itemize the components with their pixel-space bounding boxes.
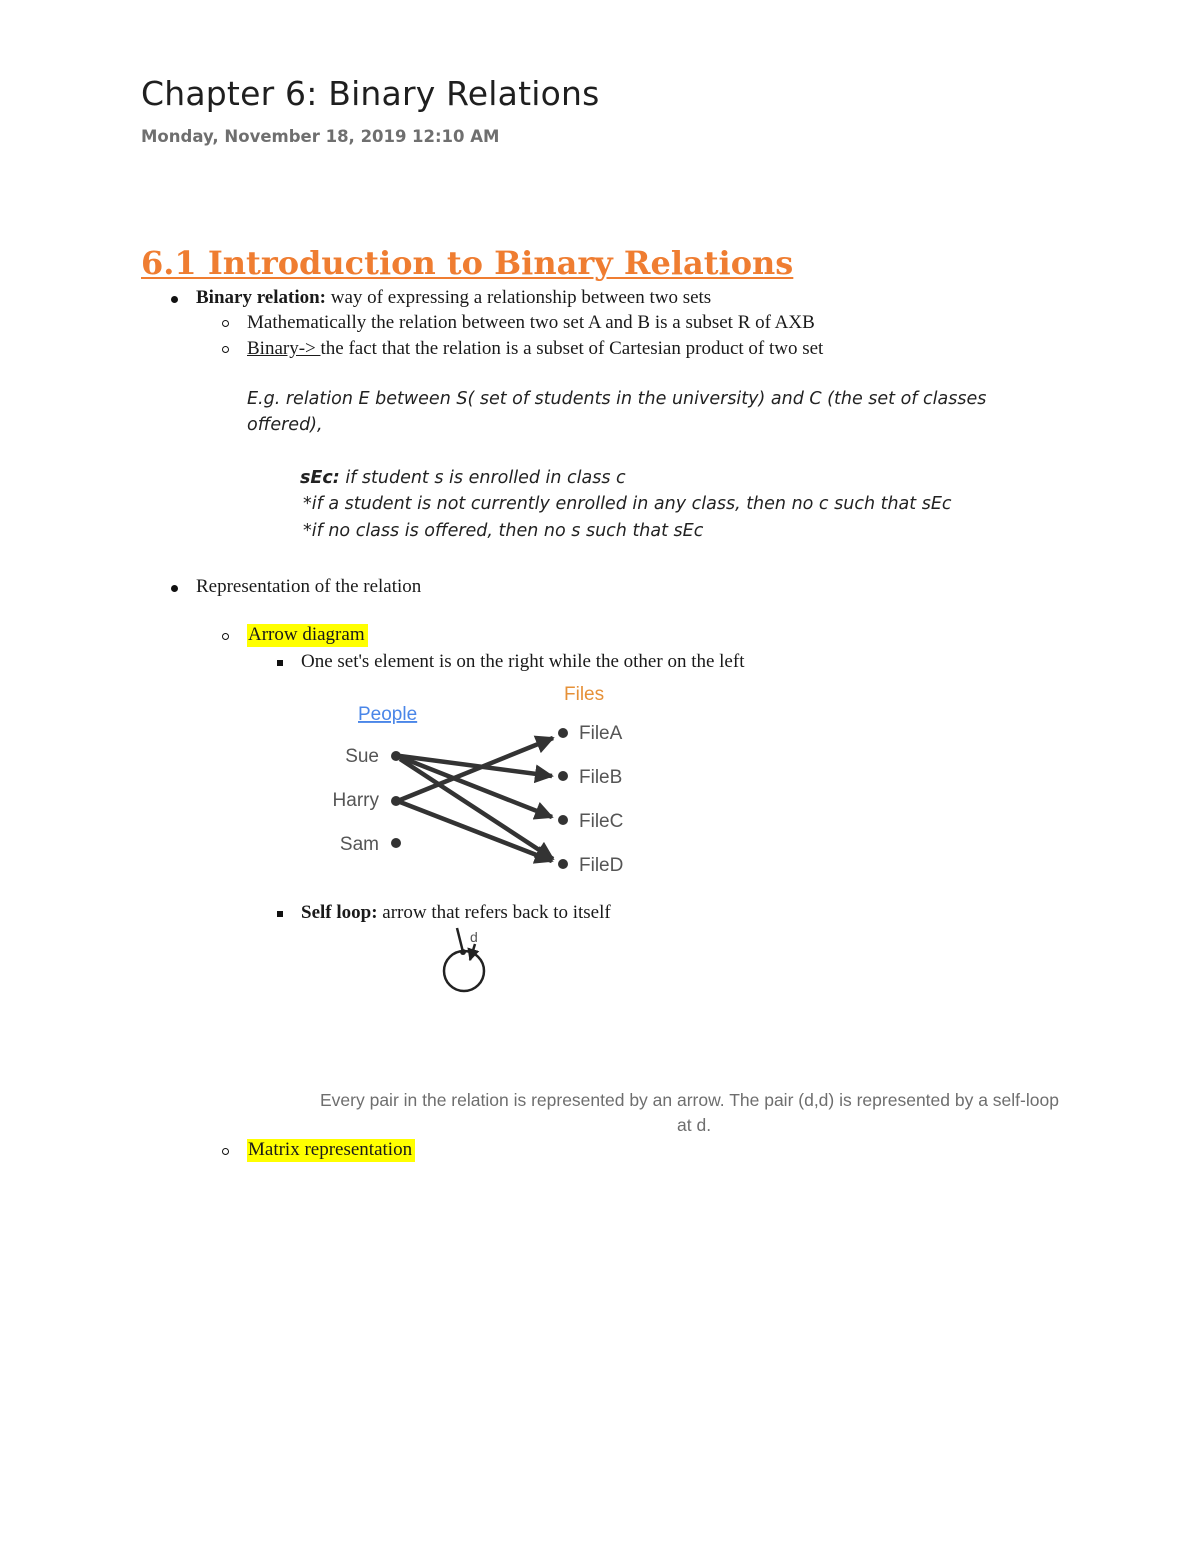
self-loop-term: Self loop: (301, 902, 378, 923)
example-line-1: E.g. relation E between S( set of students in the university) and C (the set of classes (247, 389, 987, 409)
self-loop-stem (457, 928, 463, 952)
note-1: *if a student is not currently enrolled in any class, then no c such that sEc (303, 494, 952, 514)
arrow-harry-filea (400, 738, 553, 800)
bullet-circle (222, 633, 229, 640)
bullet-square (277, 911, 283, 917)
binary-relation-term: Binary relation: (196, 287, 327, 308)
sec-def: if student s is enrolled in class c (339, 468, 626, 488)
bullet-square (277, 660, 283, 666)
node-filea (558, 728, 568, 738)
arrow-diagram-label: Arrow diagram (247, 624, 368, 647)
caption-line-2: at d. (677, 1115, 712, 1135)
note-2: *if no class is offered, then no s such that sEc (303, 521, 704, 541)
binary-term: Binary-> (247, 338, 321, 359)
self-loop-diagram (430, 922, 500, 997)
sec-term: sEc: (300, 468, 340, 488)
self-loop-item (301, 902, 611, 924)
node-filed (558, 859, 568, 869)
node-sam (391, 838, 401, 848)
people-header: People (358, 704, 418, 725)
bullet-disc (171, 296, 178, 303)
self-loop-label: d (470, 929, 478, 945)
node-harry (391, 796, 401, 806)
arrow-diagram-desc: One set's element is on the right while the other on the left (301, 651, 745, 672)
representation-label: Representation of the relation (196, 576, 422, 597)
person-label: Harry (332, 790, 379, 811)
page-date: Monday, November 18, 2019 (141, 127, 407, 146)
files-header: Files (564, 684, 605, 705)
self-loop-circle (444, 951, 484, 991)
arrow-diagram (300, 675, 660, 890)
page-title: Chapter 6: Binary Relations (141, 74, 600, 113)
person-label: Sam (339, 834, 379, 855)
bullet-circle (222, 346, 229, 353)
matrix-representation-label: Matrix representation (247, 1139, 415, 1162)
example-line-2: offered), (247, 415, 323, 435)
file-label: FileD (579, 855, 624, 876)
file-label: FileB (579, 767, 623, 788)
file-label: FileC (579, 811, 624, 832)
binary-relation-def: way of expressing a relationship between two sets (330, 287, 712, 308)
page-time: 12:10 AM (412, 127, 500, 146)
file-label: FileA (579, 723, 623, 744)
self-loop-def: arrow that refers back to itself (377, 902, 611, 923)
node-fileb (558, 771, 568, 781)
binary-relation-item (196, 287, 711, 309)
bullet-circle (222, 1148, 229, 1155)
section-heading: 6.1 Introduction to Binary Relations (141, 244, 794, 282)
person-label: Sue (345, 746, 379, 767)
math-sub-item: Mathematically the relation between two set A and B is a subset R of AXB (247, 312, 815, 333)
caption-line-1: Every pair in the relation is represented by an arrow. The pair (d,d) is represented by a self-loop (320, 1090, 1059, 1110)
binary-sub-item (247, 338, 823, 360)
self-loop-node (460, 949, 466, 955)
sec-definition (300, 468, 626, 488)
binary-def: the fact that the relation is a subset of Cartesian product of two set (320, 338, 824, 359)
node-sue (391, 751, 401, 761)
node-filec (558, 815, 568, 825)
bullet-circle (222, 320, 229, 327)
bullet-disc (171, 585, 178, 592)
